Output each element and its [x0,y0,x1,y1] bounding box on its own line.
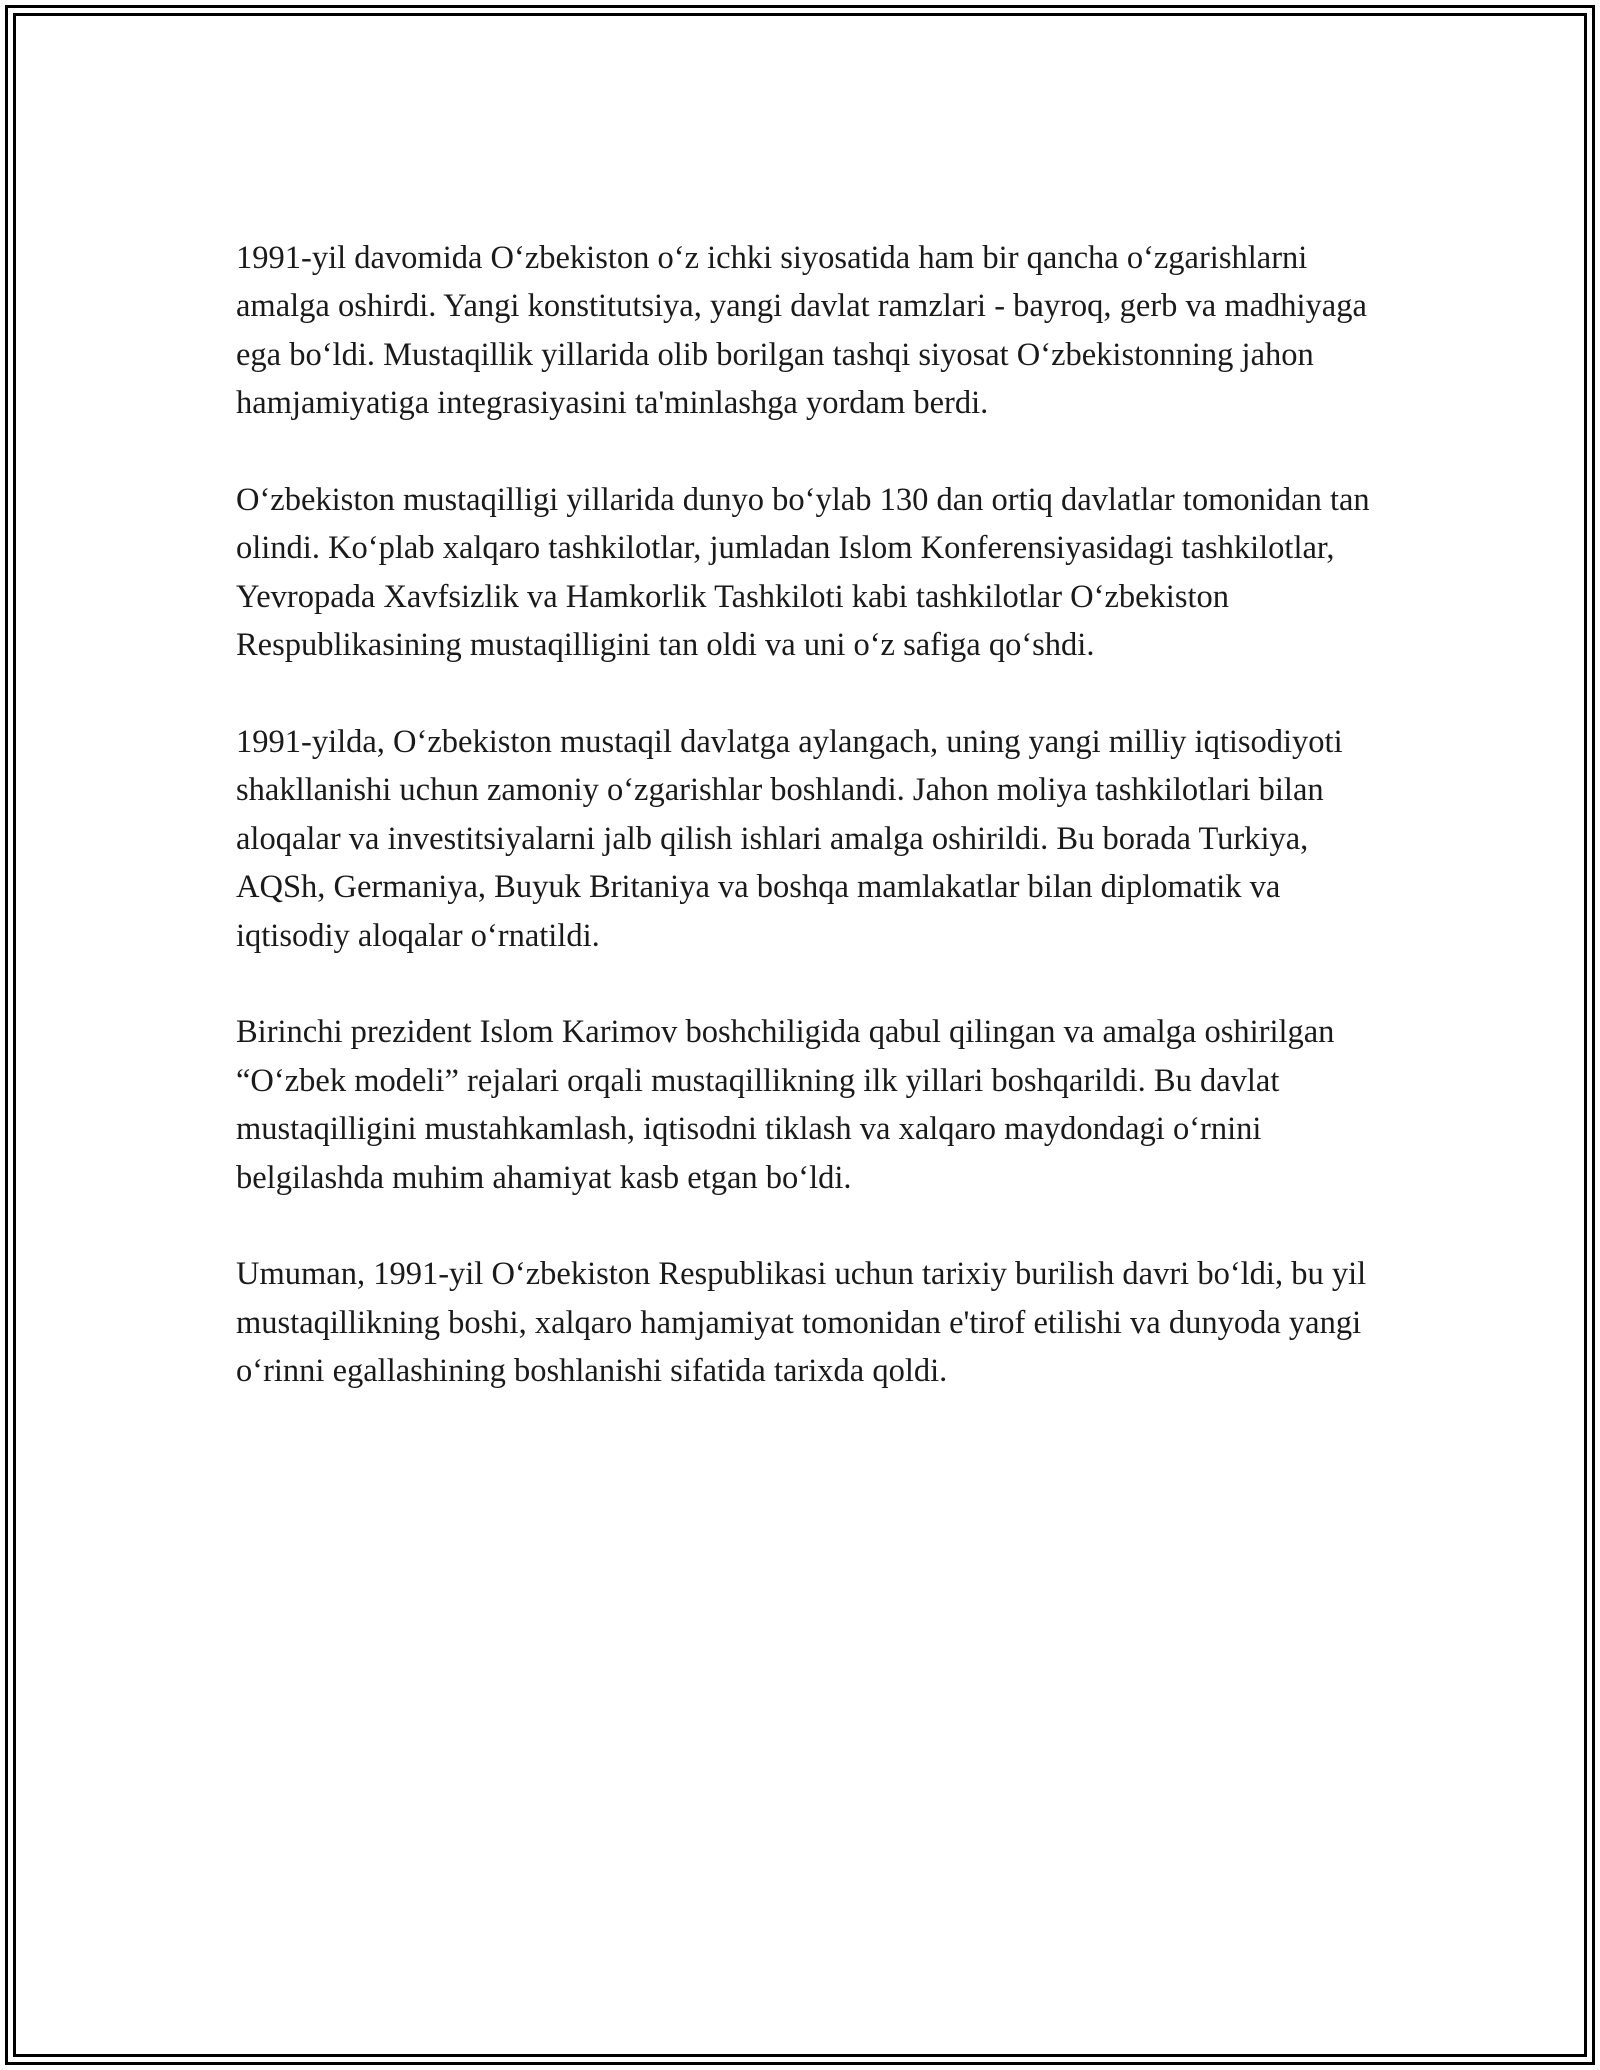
paragraph-4: Birinchi prezident Islom Karimov boshchiligida qabul qilingan va amalga oshirilgan “O‘zbek modeli” rejalari orqali mustaqillikning ilk yillari boshqarildi. Bu davlat mustaqilligini mustahkamlash, iqtisodni tiklash va xalqaro maydondagi o‘rnini belgilashda muhim ahamiyat kasb etgan bo‘ldi. [236,1014,1335,1196]
paragraph-5: Umuman, 1991-yil O‘zbekiston Respublikasi uchun tarixiy burilish davri bo‘ldi, bu yil mustaqillikning boshi, xalqaro hamjamiyat tomonidan e'tirof etilishi va dunyoda yangi o‘rinni egallashining boshlanishi sifatida tarixda qoldi. [236,1256,1367,1390]
paragraph-3: 1991-yilda, O‘zbekiston mustaqil davlatga aylangach, uning yangi milliy iqtisodiyoti shakllanishi uchun zamoniy o‘zgarishlar boshlandi. Jahon moliya tashkilotlari bilan aloqalar va investitsiyalarni jalb qilish ishlari amalga oshirildi. Bu borada Turkiya, AQSh, Germaniya, Buyuk Britaniya va boshqa mamlakatlar bilan diplomatik va iqtisodiy aloqalar o‘rnatildi. [236,724,1343,954]
paragraph-1: 1991-yil davomida O‘zbekiston o‘z ichki siyosatida ham bir qancha o‘zgarishlarni amalga oshirdi. Yangi konstitutsiya, yangi davlat ramzlari - bayroq, gerb va madhiyaga ega bo‘ldi. Mustaqillik yillarida olib borilgan tashqi siyosat O‘zbekistonning jahon hamjamiyatiga integrasiyasini ta'minlashga yordam berdi. [236,240,1367,422]
paragraph-2: O‘zbekiston mustaqilligi yillarida dunyo bo‘ylab 130 dan ortiq davlatlar tomonidan tan olindi. Ko‘plab xalqaro tashkilotlar, jumladan Islom Konferensiyasidagi tashkilotlar, Yevropada Xavfsizlik va Hamkorlik Tashkiloti kabi tashkilotlar O‘zbekiston Respublikasining mustaqilligini tan oldi va uni o‘z safiga qo‘shdi. [236,482,1370,664]
document-body [236,234,1376,1444]
